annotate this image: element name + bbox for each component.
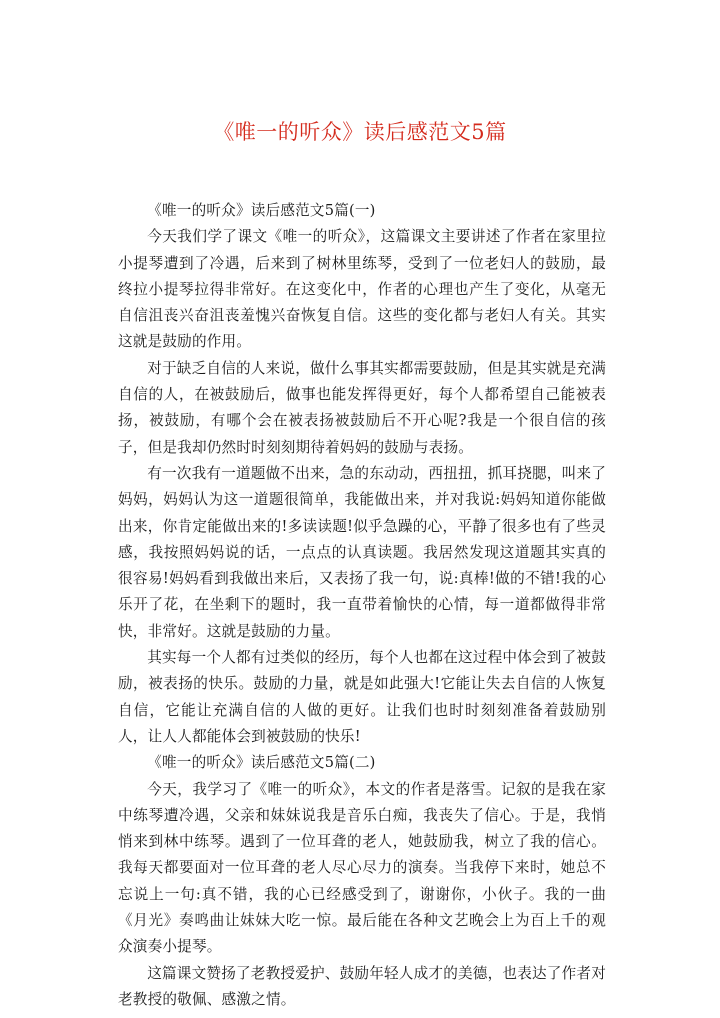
paragraph: 对于缺乏自信的人来说，做什么事其实都需要鼓励，但是其实就是充满自信的人，在被鼓励后，做事也能发挥得更好，每个人都希望自己能被表扬，被鼓励，有哪个会在被表扬被鼓励后不开心呢?我是一个很自信的孩子，但是我却仍然时时刻刻期待着妈妈的鼓励与表扬。 [118, 359, 606, 456]
paragraph: 今天我们学了课文《唯一的听众》，这篇课文主要讲述了作者在家里拉小提琴遭到了冷遇，后来到了树林里练琴，受到了一位老妇人的鼓励，最终拉小提琴拉得非常好。在这变化中，作者的心理也产生了变化，从毫无自信沮丧兴奋沮丧羞愧兴奋恢复自信。这些的变化都与老妇人有关。其实这就是鼓励的作用。 [118, 228, 606, 351]
paragraph: 今天，我学习了《唯一的听众》，本文的作者是落雪。记叙的是我在家中练琴遭冷遇，父亲和妹妹说我是音乐白痴，我丧失了信心。于是，我悄悄来到林中练琴。遇到了一位耳聋的老人，她鼓励我，树立了我的信心。我每天都要面对一位耳聋的老人尽心尽力的演奏。当我停下来时，她总不忘说上一句:真不错，我的心已经感受到了，谢谢你，小伙子。我的一曲《月光》奏鸣曲让妹妹大吃一惊。最后能在各种文艺晚会上为百上千的观众演奏小提琴。 [118, 780, 606, 956]
paragraph: 其实每一个人都有过类似的经历，每个人也都在这过程中体会到了被鼓励，被表扬的快乐。鼓励的力量，就是如此强大!它能让失去自信的人恢复自信，它能让充满自信的人做的更好。让我们也时时刻刻准备着鼓励别人，让人人都能体会到被鼓励的快乐! [118, 649, 606, 745]
document-body [118, 198, 606, 1013]
section-heading-1: 《唯一的听众》读后感范文5篇(一) [147, 202, 376, 219]
document-title: 《唯一的听众》读后感范文5篇 [213, 120, 507, 144]
paragraph: 有一次我有一道题做不出来，急的东动动，西扭扭，抓耳挠腮，叫来了妈妈，妈妈认为这一道题很简单，我能做出来，并对我说:妈妈知道你能做出来，你肯定能做出来的!多读读题!似乎急躁的心，平静了很多也有了些灵感，我按照妈妈说的话，一点点的认真读题。我居然发现这道题其实真的很容易!妈妈看到我做出来后，又表扬了我一句，说:真棒!做的不错!我的心乐开了花，在坐剩下的题时，我一直带着愉快的心情，每一道都做得非常快，非常好。这就是鼓励的力量。 [118, 464, 606, 640]
paragraph: 这篇课文赞扬了老教授爱护、鼓励年轻人成才的美德，也表达了作者对老教授的敬佩、感激之情。 [118, 964, 606, 1008]
section-heading-2: 《唯一的听众》读后感范文5篇(二) [147, 754, 376, 772]
